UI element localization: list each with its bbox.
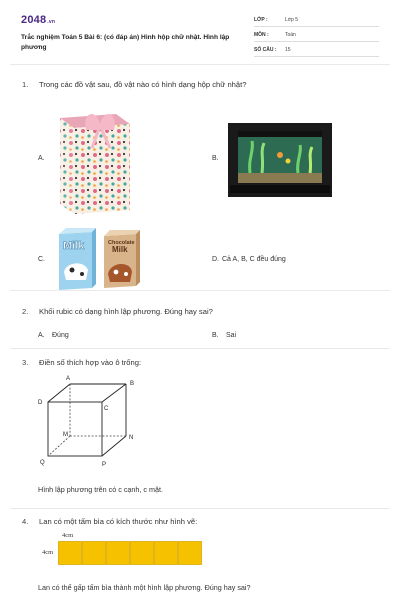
- meta-row-subject: [254, 30, 379, 42]
- dimension-left-label: 4cm: [42, 549, 54, 556]
- vertex-label-d: D: [38, 400, 43, 406]
- gift-box-image: [56, 104, 136, 216]
- strip-square: [179, 542, 202, 565]
- question-4-statement: Lan có thể gấp tấm bìa thành một hình lập phương. Đúng hay sai?: [38, 583, 251, 592]
- question-3-statement: Hình lập phương trên có c cạnh, c mặt.: [38, 485, 163, 494]
- option-1b[interactable]: [212, 155, 222, 162]
- option-text: Cả A, B, C đều đúng: [222, 256, 286, 263]
- option-letter: B.: [212, 332, 219, 339]
- strip-square: [131, 542, 154, 565]
- strip-square: [107, 542, 130, 565]
- option-1d[interactable]: [212, 256, 286, 263]
- header-divider: [10, 64, 390, 65]
- logo-sub: .vn: [47, 19, 56, 25]
- strip-square: [59, 542, 82, 565]
- option-1c[interactable]: [38, 256, 48, 263]
- meta-label: MÔN :: [254, 32, 269, 38]
- logo-main: 2048: [21, 14, 47, 26]
- question-text: Lan có một tấm bìa có kích thước như hình vẽ:: [39, 517, 198, 526]
- question-4: [22, 517, 197, 526]
- question-3: [22, 358, 141, 367]
- paper-strip: [58, 541, 208, 565]
- vertex-label-b: B: [130, 381, 135, 387]
- question-2: [22, 307, 213, 316]
- option-text: Đúng: [52, 332, 69, 339]
- question-divider: [10, 508, 390, 509]
- vertex-label-q: Q: [40, 460, 45, 466]
- carton-label-milk-2: Milk: [112, 245, 128, 254]
- meta-value: Toán: [285, 32, 296, 38]
- carton-label-chocolate: Chocolate: [108, 240, 135, 246]
- option-letter: D.: [212, 256, 219, 263]
- page-title: Trắc nghiệm Toán 5 Bài 6: (có đáp án) Hình hộp chữ nhật. Hình lập phương: [21, 34, 230, 51]
- option-1a[interactable]: [38, 155, 48, 162]
- cube-diagram: [36, 372, 146, 472]
- meta-row-class: [254, 15, 379, 27]
- meta-value: Lớp 5: [285, 17, 299, 23]
- question-number: 3.: [22, 358, 29, 367]
- site-logo[interactable]: [21, 14, 55, 26]
- question-number: 4.: [22, 517, 29, 526]
- vertex-label-c: C: [104, 406, 109, 412]
- question-text: Trong các đồ vật sau, đồ vật nào có hình dạng hộp chữ nhật?: [39, 80, 247, 89]
- question-number: 1.: [22, 80, 29, 89]
- option-letter: C.: [38, 256, 45, 263]
- vertex-label-n: N: [129, 435, 134, 441]
- option-2a[interactable]: [38, 332, 69, 339]
- question-divider: [10, 290, 390, 291]
- vertex-label-a: A: [66, 376, 71, 382]
- meta-label: LỚP :: [254, 17, 268, 23]
- dimension-top-label: 4cm: [62, 532, 74, 539]
- option-letter: B.: [212, 155, 219, 162]
- option-letter: A.: [38, 155, 45, 162]
- question-divider: [10, 348, 390, 349]
- question-1: [22, 80, 246, 89]
- carton-label-milk: Milk: [63, 240, 85, 252]
- milk-cartons-image: [56, 228, 146, 292]
- vertex-label-m: M: [63, 432, 68, 438]
- vertex-label-p: P: [102, 462, 107, 468]
- question-text: Điền số thích hợp vào ô trống:: [39, 358, 142, 367]
- strip-square: [155, 542, 178, 565]
- option-text: Sai: [226, 332, 237, 339]
- question-text: Khối rubic có dạng hình lập phương. Đúng hay sai?: [39, 307, 213, 316]
- question-number: 2.: [22, 307, 29, 316]
- option-letter: A.: [38, 332, 45, 339]
- option-2b[interactable]: [212, 332, 236, 339]
- aquarium-image: [228, 123, 332, 197]
- meta-label: SỐ CÂU :: [254, 47, 277, 53]
- meta-value: 15: [285, 47, 291, 53]
- meta-row-count: [254, 45, 379, 57]
- strip-square: [83, 542, 106, 565]
